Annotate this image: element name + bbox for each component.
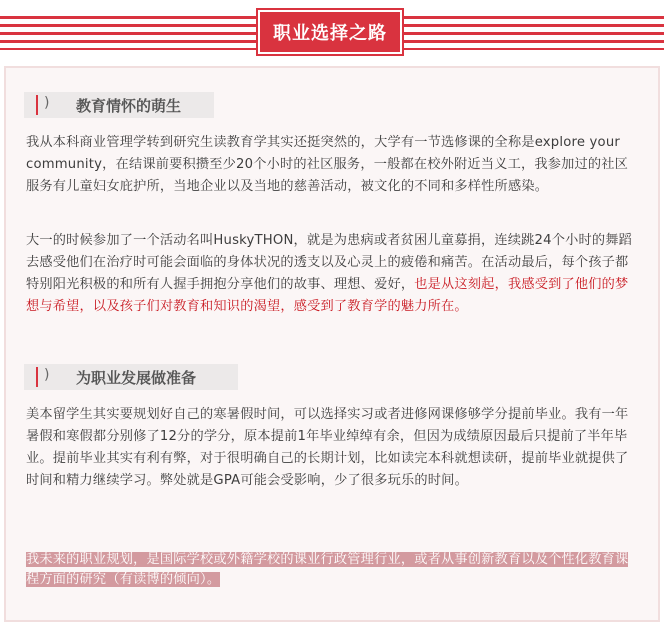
paragraph-text: 大一的时候参加了一个活动名叫HuskyTHON，就是为患病或者贫困儿童募捐，连续跳24个小时的舞蹈去感受他们在治疗时可能会面临的身体状况的透支以及心灵上的疲倦和痛苦。在活动最后，每个孩子都特别阳光积极的和所有人握手拥抱分享他们的故事、理想、爱好， (26, 233, 633, 292)
paragraph (26, 230, 636, 318)
page-title: 职业选择之路 (273, 23, 387, 44)
section-heading-1 (24, 92, 214, 118)
paragraph: 美本留学生其实要规划好自己的寒暑假时间，可以选择实习或者进修网课修够学分提前毕业。我有一年暑假和寒假都分别修了12分的学分，原本提前1年毕业绰绰有余，但因为成绩原因最后只提前了半年毕业。提前毕业其实有利有弊，对于很明确自己的长期计划，比如读完本科就想读研，提前毕业就提供了时间和精力继续学习。弊处就是GPA可能会受影响，少了很多玩乐的时间。 (26, 407, 629, 488)
bracket-icon: ) (24, 364, 62, 390)
highlighted-paragraph (26, 550, 638, 590)
bracket-icon: ) (24, 92, 62, 118)
paragraph: 我从本科商业管理学转到研究生读教育学其实还挺突然的，大学有一节选修课的全称是explore your community，在结课前要积攒至少20个小时的社区服务，一般都在校外附近当义工，我参加过的社区服务有儿童妇女庇护所，当地企业以及当地的慈善活动，被文化的不同和多样性所感染。 (26, 135, 629, 194)
page-title-box (258, 10, 402, 54)
highlight-text: 我未来的职业规划，是国际学校或外籍学校的课业行政管理行业，或者从事创新教育以及个性化教育课程方面的研究（有读博的倾向）。 (26, 552, 629, 587)
section-title: 为职业发展做准备 (76, 368, 197, 387)
emphasis-text: 也是从这刻起，我感受到了他们的梦想与希望，以及孩子们对教育和知识的渴望，感受到了教育学的魅力所在。 (26, 277, 629, 314)
section-heading-2 (24, 364, 238, 390)
section-title: 教育情怀的萌生 (76, 96, 182, 115)
